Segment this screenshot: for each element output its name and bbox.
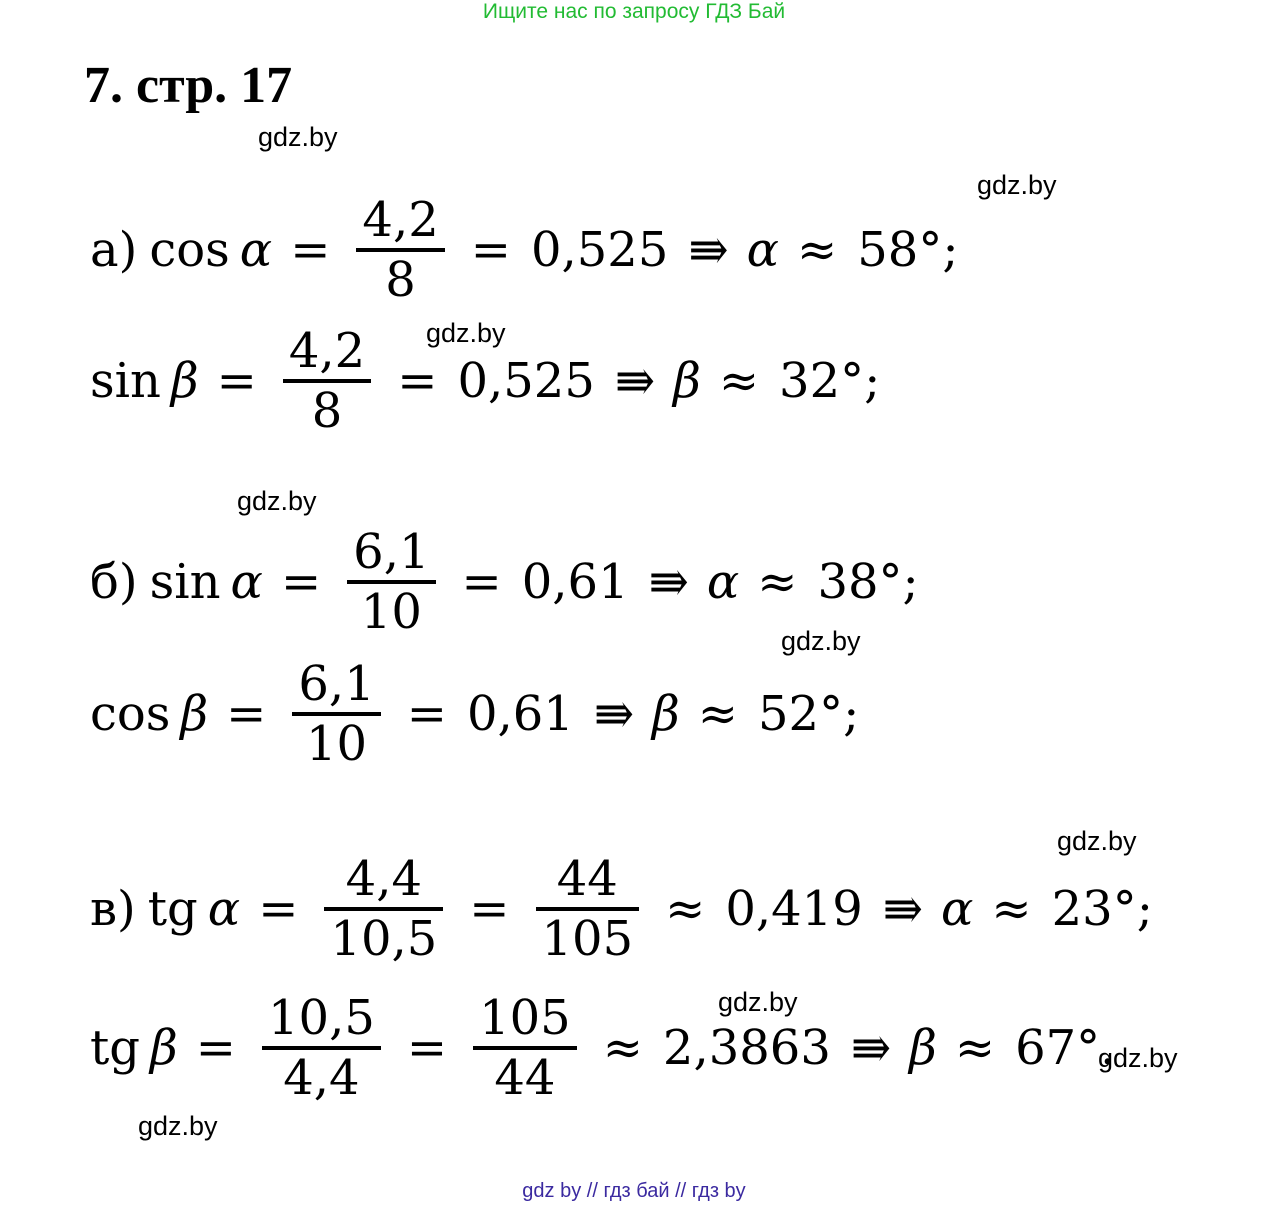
answer: 38°; (817, 554, 919, 610)
equals-sign: = (469, 881, 510, 937)
part-label: в) (90, 881, 136, 937)
equation-c-tg-alpha (84, 851, 1159, 967)
equals-sign: = (226, 686, 267, 742)
denominator: 44 (494, 1050, 556, 1106)
approx-sign: ≈ (602, 1020, 643, 1076)
equation-b-cos (84, 656, 865, 772)
fraction (339, 524, 443, 640)
watermark: gdz.by (426, 318, 506, 348)
variable: β (673, 353, 701, 409)
answer: 52°; (758, 686, 860, 742)
fraction (316, 851, 451, 967)
approx-sign: ≈ (718, 353, 760, 409)
approx-sign: ≈ (697, 686, 739, 742)
answer: 32°; (779, 353, 881, 409)
part-label: а) (90, 222, 138, 278)
variable: α (239, 222, 273, 278)
variable: β (909, 1020, 937, 1076)
fraction (465, 990, 585, 1106)
answer: 23°; (1051, 881, 1153, 937)
implies-sign: ⇛ (593, 686, 635, 742)
equals-sign: = (461, 554, 502, 610)
variable: α (706, 554, 740, 610)
value: 2,3863 (662, 1020, 831, 1076)
equation-c-tg-beta (84, 990, 1121, 1106)
variable: β (180, 686, 209, 742)
fraction (284, 656, 388, 772)
denominator: 4,4 (283, 1050, 360, 1106)
variable: β (652, 686, 680, 742)
variable: α (207, 881, 241, 937)
numerator: 10,5 (267, 990, 375, 1046)
equation-a-sin (84, 323, 886, 439)
watermark: gdz.by (138, 1111, 218, 1141)
denominator: 10,5 (330, 911, 438, 967)
variable: α (940, 881, 974, 937)
implies-sign: ⇛ (648, 554, 689, 610)
equals-sign: = (406, 686, 447, 742)
part-label: б) (90, 554, 138, 610)
equals-sign: = (280, 554, 322, 610)
numerator: 4,2 (288, 323, 366, 379)
watermark: gdz.by (977, 170, 1057, 200)
watermark: gdz.by (258, 122, 338, 152)
equals-sign: = (258, 881, 299, 937)
fraction (348, 192, 452, 308)
value: 0,61 (521, 554, 629, 610)
value: 0,61 (466, 686, 574, 742)
denominator: 10 (306, 716, 368, 772)
denominator: 8 (311, 383, 343, 439)
equals-sign: = (216, 353, 257, 409)
denominator: 10 (360, 584, 422, 640)
approx-sign: ≈ (665, 881, 706, 937)
function-name: sin (149, 554, 221, 610)
fraction (275, 323, 379, 439)
page-title: 7. стр. 17 (84, 57, 293, 114)
answer: 67°. (1015, 1020, 1116, 1076)
value: 0,419 (725, 881, 863, 937)
search-banner: Ищите нас по запросу ГДЗ Бай (482, 0, 786, 23)
watermark: gdz.by (237, 486, 317, 516)
watermark: gdz.by (718, 987, 798, 1017)
numerator: 105 (479, 990, 571, 1046)
implies-sign: ⇛ (850, 1020, 892, 1076)
watermark: gdz.by (1098, 1043, 1178, 1073)
fraction (528, 851, 648, 967)
equation-a-cos (84, 192, 965, 308)
numerator: 6,1 (353, 524, 430, 580)
value: 0,525 (457, 353, 595, 409)
variable: β (170, 353, 199, 409)
watermark: gdz.by (781, 626, 861, 656)
denominator: 105 (541, 911, 634, 967)
approx-sign: ≈ (797, 222, 838, 278)
function-name: sin (90, 353, 161, 409)
function-name: tg (147, 881, 198, 937)
value: 0,525 (530, 222, 669, 278)
approx-sign: ≈ (954, 1020, 996, 1076)
equals-sign: = (195, 1020, 236, 1076)
fraction (254, 990, 389, 1106)
function-name: tg (90, 1020, 141, 1076)
approx-sign: ≈ (991, 881, 1032, 937)
implies-sign: ⇛ (688, 222, 729, 278)
variable: α (746, 222, 780, 278)
variable: α (230, 554, 263, 610)
equals-sign: = (290, 222, 331, 278)
equals-sign: = (397, 353, 438, 409)
equation-b-sin (84, 524, 925, 640)
numerator: 4,4 (345, 851, 423, 907)
denominator: 8 (385, 252, 416, 308)
implies-sign: ⇛ (614, 353, 656, 409)
equals-sign: = (406, 1020, 448, 1076)
numerator: 44 (556, 851, 618, 907)
numerator: 4,2 (362, 192, 439, 248)
footer-links: gdz by // гдз бай // гдз by (522, 1180, 746, 1202)
variable: β (150, 1020, 178, 1076)
function-name: cos (149, 222, 230, 278)
watermark: gdz.by (1057, 826, 1137, 856)
implies-sign: ⇛ (882, 881, 923, 937)
numerator: 6,1 (298, 656, 375, 712)
answer: 58°; (857, 222, 959, 278)
approx-sign: ≈ (757, 554, 798, 610)
function-name: cos (90, 686, 171, 742)
equals-sign: = (470, 222, 511, 278)
